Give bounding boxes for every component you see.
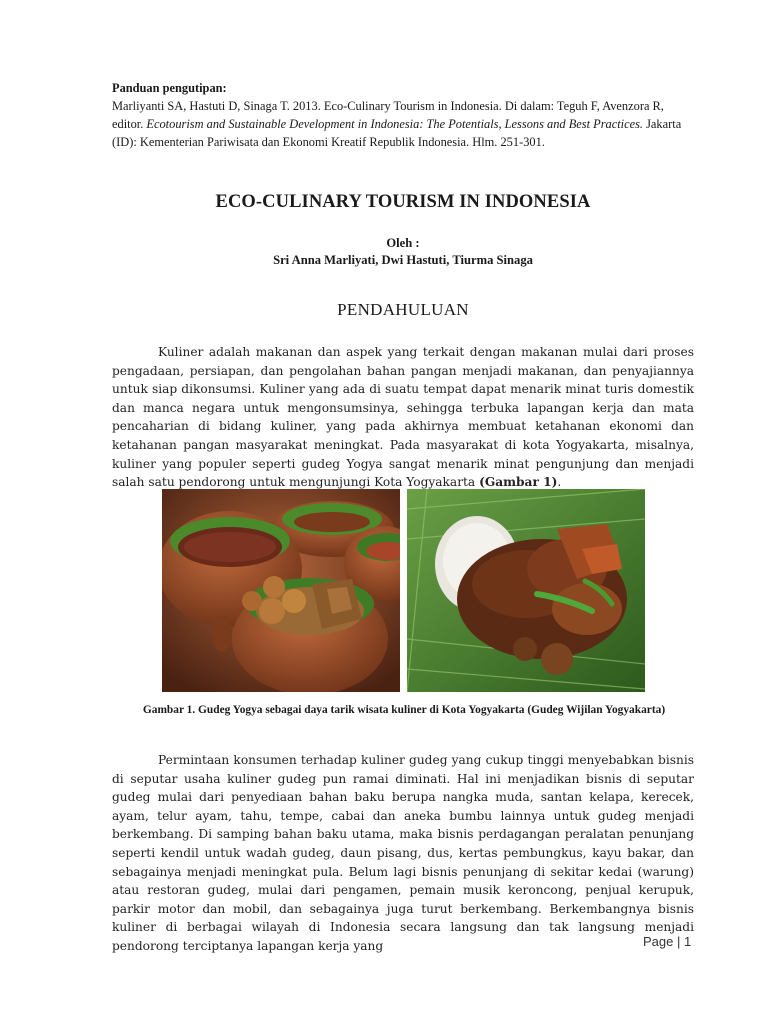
citation-book-title: Ecotourism and Sustainable Development in Indonesia: The Potentials, Lessons and Best Practices. — [146, 117, 644, 131]
citation-text-2: Jakarta (ID): Kementerian Pariwisata dan Ekonomi Kreatif Republik Indonesia. Hlm. 251-301. — [112, 117, 682, 149]
byline — [112, 235, 694, 269]
paragraph-demand: Permintaan konsumen terhadap kuliner gudeg yang cukup tinggi menyebabkan bisnis di seputar usaha kuliner gudeg pun ramai diminati. Hal ini menjadikan bisnis di seputar gudeg mulai dari penyediaan bahan baku berupa nangka muda, santan kelapa, kerecek, ayam, telur ayam, tahu, tempe, cabai dan aneka bumbu lainnya untuk gudeg menjadi berkembang. Di samping bahan baku utama, maka bisnis perdagangan peralatan penunjang seperti kendil untuk wadah gudeg, daun pisang, dus, kertas pembungkus, kayu bakar, dan sebagainya menjadi meningkat pula. Belum lagi bisnis penunjang di sekitar kedai (warung) atau restoran gudeg, mulai dari pengamen, pemain musik keroncong, penjual kerupuk, parkir motor dan mobil, dan sebagainya juga turut berkembang. Berkembangnya bisnis kuliner di berbagai wilayah di Indonesia secara langsung dan tak langsung menjadi pendorong terciptanya lapangan kerja yang — [112, 753, 694, 953]
citation-text-1: Marliyanti SA, Hastuti D, Sinaga T. 2013. Eco-Culinary Tourism in Indonesia. Di dalam: Teguh F, Avenzora R, editor. — [112, 99, 664, 131]
section-heading: PENDAHULUAN — [337, 300, 469, 319]
document-title: ECO-CULINARY TOURISM IN INDONESIA — [215, 192, 591, 212]
paragraph-1-end: . — [557, 475, 562, 490]
byline-authors: Sri Anna Marliyati, Dwi Hastuti, Tiurma Sinaga — [273, 253, 533, 267]
paragraph-1-text: Kuliner adalah makanan dan aspek yang terkait dengan makanan mulai dari proses pengadaan, persiapan, dan pengolahan bahan pangan menjadi makanan, dan penyajiannya untuk siap dikonsumsi. Kuliner yang ada di suatu tempat dapat menarik minat turis domestik dan manca negara untuk mengonsumsinya, sehingga terbuka lapangan kerja dan mata pencaharian di bidang kuliner, yang pada akhirnya membuat ketahanan ekonomi dan ketahanan pangan masyarakat meningkat. Pada masyarakat di kota Yogyakarta, misalnya, kuliner yang populer seperti gudeg Yogya sangat menarik minat pengunjung dan menjadi salah satu pendorong untuk mengunjungi Kota Yogyakarta — [112, 345, 694, 490]
figure-caption: Gambar 1. Gudeg Yogya sebagai daya tarik wisata kuliner di Kota Yogyakarta (Gudeg Wijilan Yogyakarta) — [142, 704, 666, 716]
figure-gudeg-pots-image — [162, 489, 400, 692]
byline-label: Oleh : — [386, 236, 420, 250]
gudeg-plate-illustration — [407, 489, 645, 692]
figure-gudeg-plate-image — [407, 489, 645, 692]
figure-reference: (Gambar 1) — [479, 475, 558, 490]
paragraph-introduction — [112, 343, 694, 492]
page-number: Page | 1 — [643, 934, 692, 949]
gudeg-pots-illustration — [162, 489, 400, 692]
citation-guide — [112, 79, 692, 151]
citation-label: Panduan pengutipan: — [112, 81, 227, 95]
